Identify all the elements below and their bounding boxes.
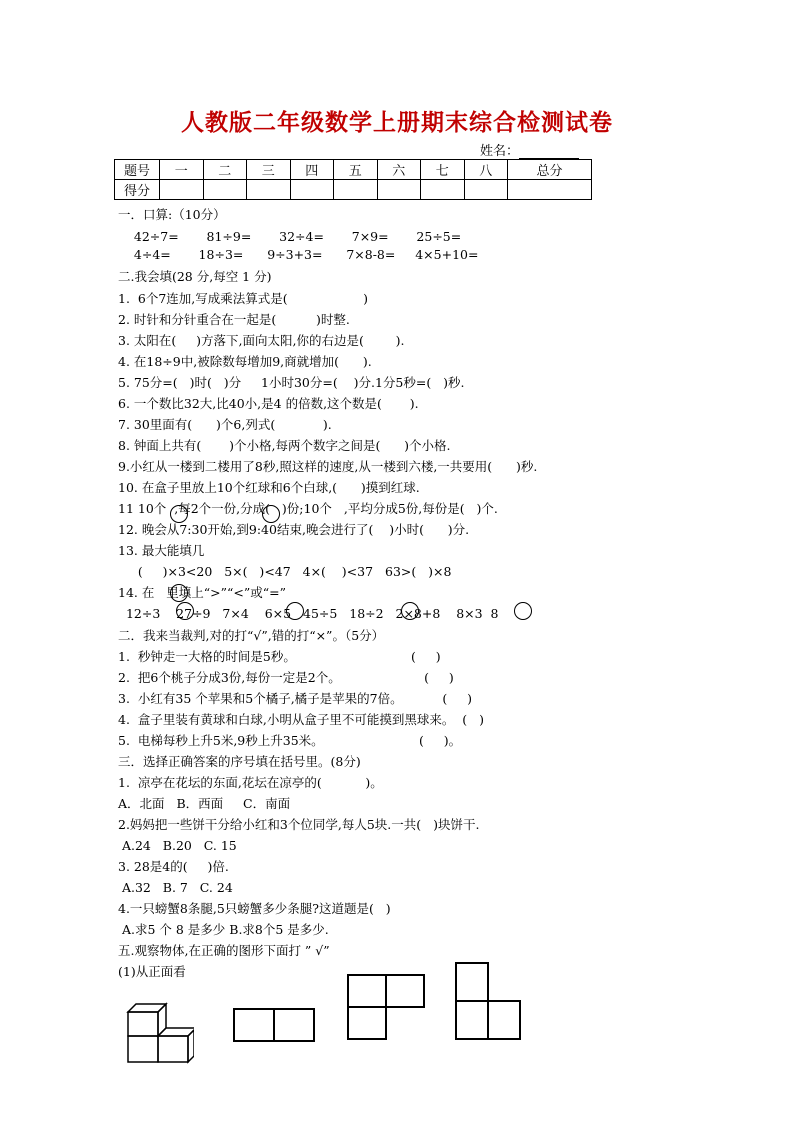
score-header-cell: 总分 (508, 160, 592, 180)
figure-square (487, 1000, 521, 1040)
question-line: 6. 一个数比32大,比40小,是4 的倍数,这个数是( ). (118, 396, 419, 411)
name-blank[interactable] (519, 146, 579, 159)
question-line: A.32 B. 7 C. 24 (118, 880, 233, 895)
question-line: 一．口算:（10分） (118, 207, 226, 222)
question-line: 4. 在18÷9中,被除数每增加9,商就增加( ). (118, 354, 372, 369)
question-line: 3. 小红有35 个苹果和5个橘子,橘子是苹果的7倍。 ( ) (118, 691, 472, 706)
score-cell[interactable] (464, 180, 508, 200)
score-header-cell: 二 (203, 160, 247, 180)
circle-icon (176, 602, 194, 620)
score-cell[interactable] (377, 180, 421, 200)
score-cell[interactable] (160, 180, 204, 200)
figure-square (347, 974, 387, 1008)
score-header-cell: 八 (464, 160, 508, 180)
question-line: 3. 28是4的( )倍. (118, 859, 229, 874)
score-cell[interactable] (421, 180, 465, 200)
name-label: 姓名： (480, 144, 520, 159)
score-cell[interactable] (334, 180, 378, 200)
score-row (115, 180, 592, 200)
figure-square (233, 1008, 275, 1042)
score-header-cell: 五 (334, 160, 378, 180)
cube-stack-icon (126, 998, 194, 1064)
score-header-cell: 三 (247, 160, 291, 180)
question-line: 五.观察物体,在正确的图形下面打 ” √” (118, 943, 330, 958)
question-line: 5. 电梯每秒上升5米,9秒上升35米。 ( )。 (118, 733, 462, 748)
question-line: 2. 把6个桃子分成3份,每份一定是2个。 ( ) (118, 670, 454, 685)
question-line: 11 10个 ,每2个一份,分成( )份;10个 ,平均分成5份,每份是( )个. (118, 501, 498, 516)
question-line: 8. 钟面上共有( )个小格,每两个数字之间是( )个小格. (118, 438, 451, 453)
question-line: (1)从正面看 (118, 964, 186, 979)
circle-icon (170, 584, 188, 602)
question-line: 7. 30里面有( )个6,列式( ). (118, 417, 332, 432)
question-line: 12÷3 27÷9 7×4 6×5 45÷5 18÷2 2×8+8 8×3 8 (118, 606, 499, 621)
score-table (114, 159, 592, 200)
score-cell[interactable] (290, 180, 334, 200)
question-line: A.求5 个 8 是多少 B.求8个5 是多少. (118, 922, 329, 937)
question-line: 5. 75分=( )时( )分 1小时30分=( )分.1分5秒=( )秒. (118, 375, 465, 390)
question-line: 2.妈妈把一些饼干分给小红和3个位同学,每人5块.一共( )块饼干. (118, 817, 480, 832)
question-line: 1. 秒钟走一大格的时间是5秒。 ( ) (118, 649, 441, 664)
question-line: 42÷7= 81÷9= 32÷4= 7×9= 25÷5= (118, 229, 462, 244)
question-line: 10. 在盒子里放上10个红球和6个白球,( )摸到红球. (118, 480, 420, 495)
score-cell[interactable] (508, 180, 592, 200)
question-line: 3. 太阳在( )方落下,面向太阳,你的右边是( ). (118, 333, 405, 348)
circle-icon (170, 505, 188, 523)
question-line: 9.小红从一楼到二楼用了8秒,照这样的速度,从一楼到六楼,一共要用( )秒. (118, 459, 538, 474)
figure-square (385, 974, 425, 1008)
question-line: 二．我来当裁判,对的打“√”,错的打“×”。（5分） (118, 628, 385, 643)
question-line: 14. 在 里填上“>”“<”或“=” (118, 585, 287, 600)
score-cell[interactable] (247, 180, 291, 200)
score-cell[interactable] (203, 180, 247, 200)
score-header-cell: 四 (290, 160, 334, 180)
question-line: 12. 晚会从7:30开始,到9:40结束,晚会进行了( )小时( )分. (118, 522, 470, 537)
circle-icon (401, 602, 419, 620)
page-title: 人教版二年级数学上册期末综合检测试卷 (181, 110, 613, 136)
question-line: ( )×3<20 5×( )<47 4×( )<37 63>( )×8 (118, 564, 452, 579)
cube-stack-figure (126, 998, 194, 1064)
question-line: A．北面 B．西面 C．南面 (118, 796, 291, 811)
score-header-row (115, 160, 592, 180)
question-line: 4÷4= 18÷3= 9÷3+3= 7×8-8= 4×5+10= (118, 247, 479, 262)
question-line: 二.我会填(28 分,每空 1 分) (118, 269, 272, 284)
question-line: 三．选择正确答案的序号填在括号里。(8分) (118, 754, 361, 769)
score-header-cell: 题号 (115, 160, 160, 180)
question-line: 4.一只螃蟹8条腿,5只螃蟹多少条腿?这道题是( ) (118, 901, 391, 916)
question-line: A.24 B.20 C. 15 (118, 838, 237, 853)
question-line: 4. 盒子里装有黄球和白球,小明从盒子里不可能摸到黑球来。 ( ) (118, 712, 484, 727)
score-header-cell: 六 (377, 160, 421, 180)
circle-icon (262, 505, 280, 523)
name-field (480, 140, 579, 159)
figure-square (347, 1006, 387, 1040)
circle-icon (514, 602, 532, 620)
question-line: 2. 时针和分针重合在一起是( )时整. (118, 312, 350, 327)
score-header-cell: 一 (160, 160, 204, 180)
question-line: 13. 最大能填几 (118, 543, 205, 558)
question-line: 1. 凉亭在花坛的东面,花坛在凉亭的( )。 (118, 775, 383, 790)
score-row-label: 得分 (115, 180, 160, 200)
figure-square (273, 1008, 315, 1042)
figure-square (455, 962, 489, 1002)
figure-square (455, 1000, 489, 1040)
score-header-cell: 七 (421, 160, 465, 180)
question-line: 1. 6个7连加,写成乘法算式是( ) (118, 291, 369, 306)
circle-icon (286, 602, 304, 620)
